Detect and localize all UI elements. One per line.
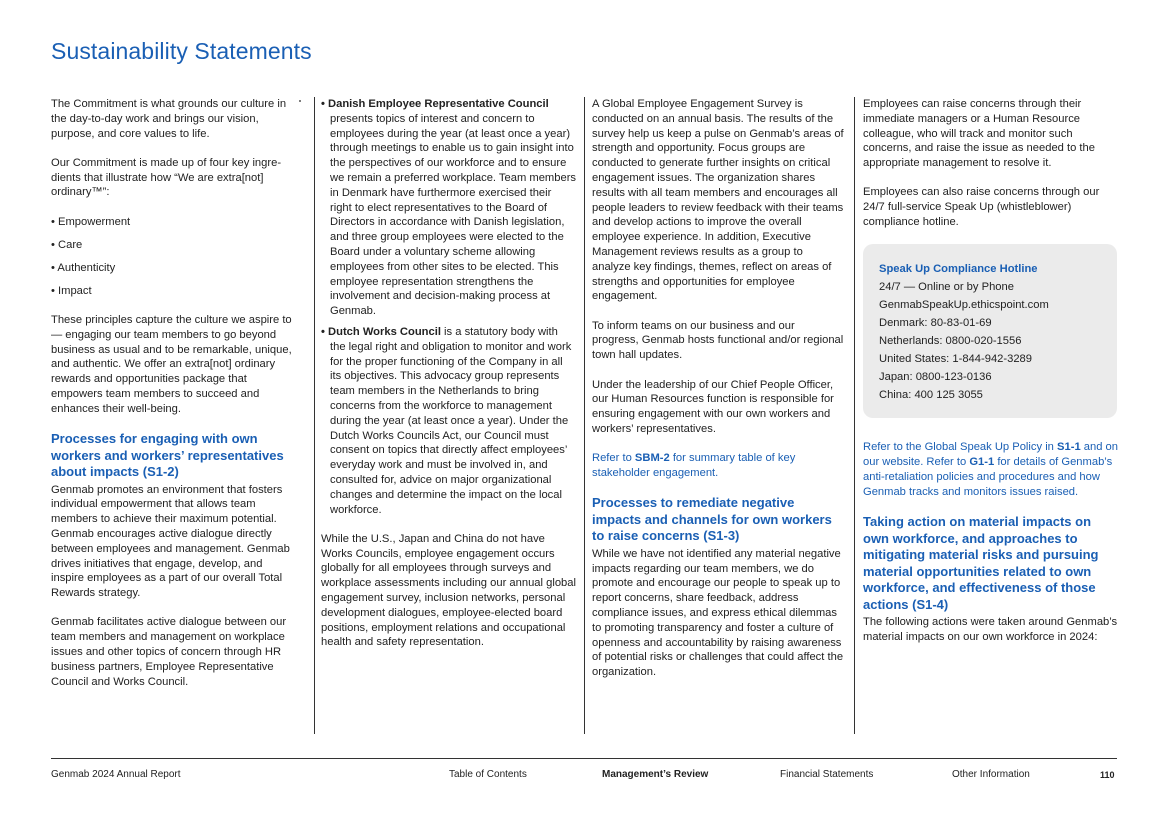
link-sbm-2[interactable]: SBM-2 — [634, 452, 670, 465]
column-1 — [51, 97, 296, 704]
page-title: Sustainability Statements — [51, 38, 312, 64]
reference-text: for details of Genmab’s anti-retaliation policies and procedures and how Genmab tracks and monitors issues raised. — [863, 456, 1113, 498]
paragraph: Genmab facilitates active dialogue between our team members and management on workplace issues and other topics of concern through HR business partners, Employee Representative Council and Works Council. — [51, 616, 287, 688]
bullet-authenticity: • Authenticity — [51, 261, 116, 274]
paragraph: Our Commitment is made up of four key ingredients that illustrate how “We are extra[not] ordinary™”: — [51, 156, 282, 199]
list-item-danish-council — [321, 97, 576, 319]
list-item-text: presents topics of interest and concern to employees during the year (at least once a year) through meetings to enable us to gain insight into the perspectives of our workforce and to ensure we remain a preferred workplace. Team members in Denmark have furthermore exercised their right to elect representatives to the Board of Directors in accordance with Danish legislation, and three group employees were elected to the Board under a voluntary scheme allowing employees from other sites to be elected. This employee representation strengthens the involvement and decision-making process at Genmab. — [330, 112, 577, 318]
footer-report-name: Genmab 2024 Annual Report — [51, 769, 181, 780]
divider-dot — [299, 100, 301, 102]
bullet-empowerment: • Empowerment — [51, 215, 131, 228]
reference-text: Refer to the Global Speak Up Policy in — [863, 441, 1058, 454]
reference-text: and on our website. Refer to — [863, 441, 1118, 469]
section-heading-s1-4: Taking action on material impacts on own workforce, and approaches to mitigating material risks and pursuing material opportunities related to own workforce, and effectiveness of those actions (S1-4) — [863, 514, 1099, 612]
nav-managements-review[interactable]: Management’s Review — [602, 769, 709, 780]
footer-divider — [51, 758, 1117, 759]
list-item-text-start: is a statutory body with — [440, 325, 558, 338]
list-item-title: • Danish Employee Representative Council — [321, 98, 549, 110]
list-item-text: the legal right and obligation to monitor and work for the proper functioning of the Company in all its objectives. This advocacy group represents team members in the Netherlands to bring concerns from the workforce to management during the year (at least once a year). Under the Dutch Works Councils Act, our Council must consent on topics that directly affect employees’ everyday work and must be involved in, and consulted for, advice on major organizational changes and determine the impact on the local workforce. — [330, 340, 572, 516]
nav-other-information[interactable]: Other Information — [952, 769, 1030, 780]
nav-financial-statements[interactable]: Financial Statements — [780, 769, 874, 780]
list-item-title: • Dutch Works Council — [321, 325, 441, 338]
column-2 — [321, 97, 576, 665]
paragraph: To inform teams on our business and our progress, Genmab hosts functional and/or regional town hall updates. — [592, 319, 844, 362]
page-number: 110 — [1100, 770, 1115, 780]
hotline-title: Speak Up Compliance Hotline — [879, 263, 1038, 276]
reference-text: Refer to — [592, 452, 635, 465]
bullet-care: • Care — [51, 238, 83, 251]
link-s1-1[interactable]: S1-1 — [1057, 441, 1081, 454]
paragraph: Employees can also raise concerns through our 24/7 full-service Speak Up (whistleblower) compliance hotline. — [863, 186, 1100, 229]
hotline-availability: 24/7 — Online or by Phone — [879, 281, 1014, 294]
paragraph: Genmab promotes an environment that fosters individual empowerment that allows team members to achieve their maximum potential. Genmab encourages active dialogue directly between employees and management. Genmab drives initiatives that engage, develop, and inspire employees as a part of our overall Total Rewards strategy. — [51, 483, 290, 600]
paragraph: Under the leadership of our Chief People Officer, our Human Resources function is responsible for ensuring engagement with our own workers and workers’ representatives. — [592, 378, 834, 435]
hotline-japan: Japan: 0800-123-0136 — [879, 371, 992, 384]
column-divider — [584, 97, 585, 734]
list-item-dutch-council — [321, 325, 576, 517]
hotline-netherlands: Netherlands: 0800-020-1556 — [879, 335, 1022, 348]
link-g1-1[interactable]: G1-1 — [969, 456, 995, 469]
hotline-us: United States: 1-844-942-3289 — [879, 353, 1032, 366]
column-divider — [314, 97, 315, 734]
column-divider — [854, 97, 855, 734]
paragraph: These principles capture the culture we aspire to — engaging our team members to go beyond business as usual and to be remarkable, unique, and authentic. We offer an extra[not] ordinary rewards and opportunities package that empowers team members to succeed and enhances their well-being. — [51, 314, 292, 415]
paragraph: The following actions were taken around Genmab’s material impacts on our own workforce in 2024: — [863, 616, 1118, 643]
column-3 — [592, 97, 844, 695]
paragraph: A Global Employee Engagement Survey is conducted on an annual basis. The results of the survey help us keep a pulse on Genmab’s areas of strength and opportunity. Focus groups are conducted to generate further insights on critical engagement issues. The organization shares results with all team members and encourages all people leaders to review feedback with their teams and develop actions to improve the overall employee experience. In addition, Executive Management reviews results as a group to analyze key findings, themes, reflect on areas of strengths and opportunities for employee engagement. — [592, 98, 844, 303]
nav-table-of-contents[interactable]: Table of Contents — [449, 769, 527, 780]
paragraph: The Commitment is what grounds our culture in the day-to-day work and brings our vision, purpose, and core values to life. — [51, 98, 287, 140]
hotline-box — [863, 244, 1117, 418]
reference-text: for summary table of key stakeholder engagement. — [592, 452, 796, 480]
hotline-china: China: 400 125 3055 — [879, 389, 983, 402]
reference-sbm-2[interactable] — [592, 451, 844, 481]
paragraph: While the U.S., Japan and China do not have Works Councils, employee engagement occurs globally for all employees through surveys and workplace assessments including our annual global engagement survey, inclusion networks, personal development dialogues, employee-elected board positions, employment relations and occupational health and safety representation. — [321, 532, 576, 649]
reference-speak-up-policy — [863, 440, 1118, 499]
column-4 — [863, 97, 1118, 659]
hotline-denmark: Denmark: 80-83-01-69 — [879, 317, 992, 330]
paragraph: Employees can raise concerns through their immediate managers or a Human Resource colleague, who will track and monitor such concerns, and raise the issue as needed to the appropriate management to resolve it. — [863, 98, 1095, 170]
section-heading-s1-2: Processes for engaging with own workers and workers’ representatives about impacts (S1-2) — [51, 431, 284, 480]
hotline-website[interactable]: GenmabSpeakUp.ethicspoint.com — [879, 299, 1049, 312]
section-heading-s1-3: Processes to remediate negative impacts and channels for own workers to raise concerns (S1-3) — [592, 495, 832, 544]
paragraph: While we have not identified any material negative impacts regarding our team members, we do promote and encourage our people to speak up to report concerns, share feedback, address compliance issues, and express ethical dilemmas to promoting transparency and foster a culture of openness and accountability by raising awareness of potential risks or challenges that could affect the organization. — [592, 547, 844, 679]
bullet-impact: • Impact — [51, 284, 92, 297]
